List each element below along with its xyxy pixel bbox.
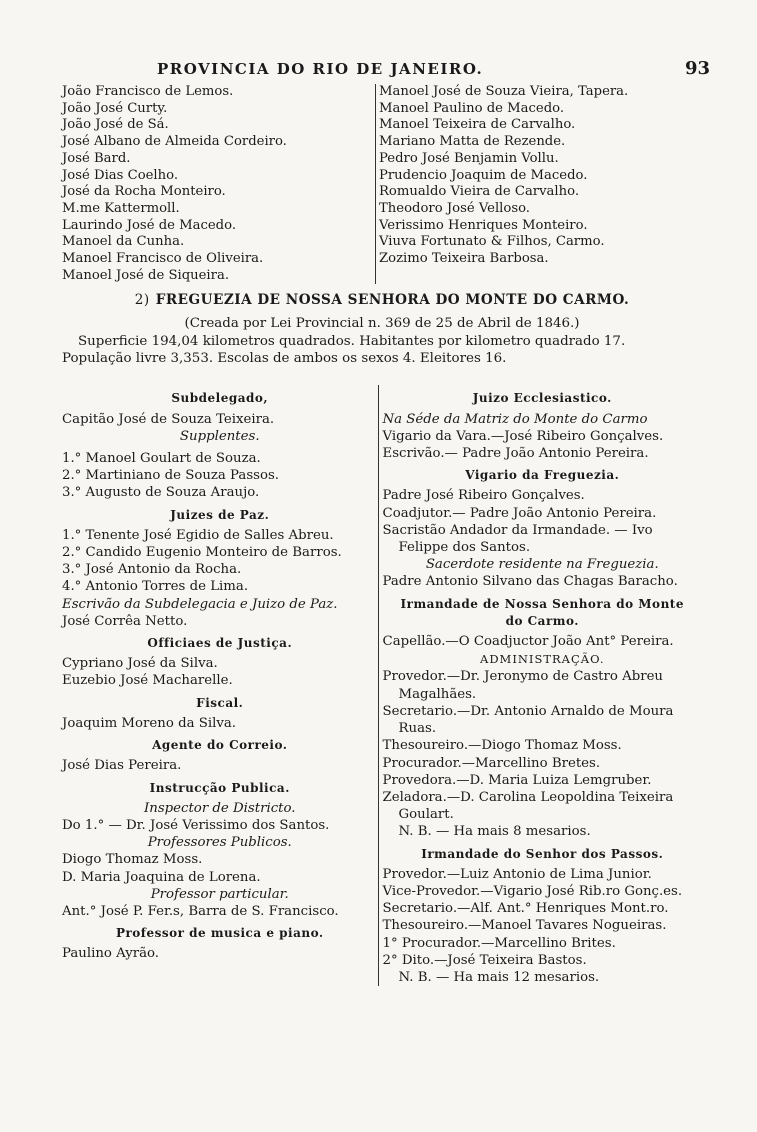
- escrivao-name: José Corrêa Netto.: [62, 613, 188, 629]
- two-column-body: [62, 385, 702, 986]
- list-item: 1.° Tenente José Egidio de Salles Abreu.: [62, 527, 334, 543]
- list-item: João José de Sá.: [62, 117, 169, 133]
- list-item: Thesoureiro.—Manoel Tavares Nogueiras.: [382, 918, 667, 934]
- administracao-heading: ADMINISTRAÇÃO.: [480, 652, 605, 667]
- list-item: 2.° Martiniano de Souza Passos.: [62, 468, 280, 484]
- list-item: D. Maria Joaquina de Lorena.: [62, 869, 261, 885]
- list-item: Provedor.—Dr. Jeronymo de Castro Abreu: [382, 669, 663, 685]
- creation-note: (Creada por Lei Provincial n. 369 de 25 de Abril de 1846.): [184, 316, 580, 332]
- page: [62, 58, 710, 986]
- list-item: Goulart.: [398, 807, 454, 823]
- section-title: FREGUEZIA DE NOSSA SENHORA DO MONTE DO CARMO.: [155, 292, 630, 309]
- list-item: Mariano Matta de Rezende.: [379, 134, 566, 150]
- list-item: 3.° José Antonio da Rocha.: [62, 562, 242, 578]
- musica-name: Paulino Ayrão.: [62, 946, 159, 962]
- list-item: Theodoro José Velloso.: [379, 200, 530, 216]
- list-item: Zozimo Teixeira Barbosa.: [379, 251, 549, 267]
- vigario-heading: Vigario da Freguezia.: [465, 468, 620, 483]
- coadjutor-line: Coadjutor.— Padre João Antonio Pereira.: [382, 505, 657, 521]
- nota-bene-1: N. B. — Ha mais 8 mesarios.: [398, 824, 591, 840]
- section-heading: [62, 292, 702, 308]
- list-item: José Bard.: [62, 150, 131, 166]
- list-item: Zeladora.—D. Carolina Leopoldina Teixeira: [382, 789, 674, 805]
- list-item: Magalhães.: [398, 686, 477, 702]
- fiscal-heading: Fiscal.: [196, 695, 244, 710]
- list-item: 4.° Antonio Torres de Lima.: [62, 579, 249, 595]
- list-item: 1.° Manoel Goulart de Souza.: [62, 451, 261, 467]
- section-number: 2): [134, 292, 150, 309]
- agente-name: José Dias Pereira.: [62, 758, 182, 774]
- list-item: Provedora.—D. Maria Luiza Lemgruber.: [382, 772, 652, 788]
- stats-line-1: Superficie 194,04 kilometros quadrados. Habitantes por kilometro quadrado 17.: [78, 334, 626, 350]
- list-item: Viuva Fortunato & Filhos, Carmo.: [379, 234, 605, 250]
- name-list-left: [62, 84, 375, 284]
- prof-particular-name: Ant.° José P. Fer.s, Barra de S. Francisco.: [62, 903, 339, 919]
- subdelegado-heading: Subdelegado,: [171, 391, 269, 406]
- irmandade-carmo-heading-line-1: Irmandade de Nossa Senhora do Monte: [400, 596, 684, 611]
- supplentes-heading: Supplentes.: [179, 428, 260, 444]
- page-number: 93: [684, 58, 710, 79]
- list-item: Secretario.—Alf. Ant.° Henriques Mont.ro.: [382, 901, 669, 917]
- list-item: Manoel Teixeira de Carvalho.: [379, 117, 576, 133]
- list-item: 2° Dito.—José Teixeira Bastos.: [382, 952, 587, 968]
- left-column: [62, 385, 378, 986]
- page-title: PROVINCIA DO RIO DE JANEIRO.: [157, 60, 484, 78]
- list-item: Na Séde da Matriz do Monte do Carmo: [382, 411, 648, 427]
- list-item: Pedro José Benjamin Vollu.: [379, 150, 559, 166]
- inspector-heading: Inspector de Districto.: [144, 800, 296, 816]
- list-item: Manoel Paulino de Macedo.: [379, 100, 565, 116]
- fiscal-name: Joaquim Moreno da Silva.: [62, 715, 237, 731]
- irmandade-passos-heading: Irmandade do Senhor dos Passos.: [421, 846, 664, 861]
- list-item: 3.° Augusto de Souza Araujo.: [62, 485, 260, 501]
- list-item: José Dias Coelho.: [62, 167, 179, 183]
- officiaes-heading: Officiaes de Justiça.: [147, 636, 293, 651]
- list-item: Vice-Provedor.—Vigario José Rib.ro Gonç.es.: [382, 883, 683, 899]
- list-item: Escrivão.— Padre João Antonio Pereira.: [382, 446, 649, 462]
- list-item: M.me Kattermoll.: [62, 200, 180, 216]
- instruccao-heading: Instrucção Publica.: [149, 780, 290, 795]
- list-item: Verissimo Henriques Monteiro.: [379, 217, 588, 233]
- juizes-heading: Juizes de Paz.: [170, 507, 270, 522]
- list-item: Manoel José de Siqueira.: [62, 267, 230, 283]
- list-item: Manoel Francisco de Oliveira.: [62, 251, 264, 267]
- nota-bene-2: N. B. — Ha mais 12 mesarios.: [398, 969, 600, 985]
- list-item: José da Rocha Monteiro.: [62, 184, 226, 200]
- list-item: Diogo Thomaz Moss.: [62, 852, 203, 868]
- list-item: Procurador.—Marcellino Bretes.: [382, 755, 601, 771]
- sacristao-line-1: Sacristão Andador da Irmandade. — Ivo: [382, 522, 653, 538]
- agente-heading: Agente do Correio.: [152, 738, 288, 753]
- name-list-right: [375, 84, 679, 284]
- sacerdote-name: Padre Antonio Silvano das Chagas Baracho.: [382, 574, 678, 590]
- right-column: [378, 385, 702, 986]
- list-item: Ruas.: [398, 721, 437, 737]
- list-item: Euzebio José Macharelle.: [62, 673, 233, 689]
- prof-particular-heading: Professor particular.: [150, 886, 289, 902]
- musica-heading: Professor de musica e piano.: [115, 926, 324, 941]
- list-item: Romualdo Vieira de Carvalho.: [379, 184, 580, 200]
- list-item: Secretario.—Dr. Antonio Arnaldo de Moura: [382, 703, 674, 719]
- list-item: 2.° Candido Eugenio Monteiro de Barros.: [62, 545, 342, 561]
- escrivao-heading: Escrivão da Subdelegacia e Juizo de Paz.: [62, 596, 338, 612]
- list-item: Prudencio Joaquim de Macedo.: [379, 167, 588, 183]
- inspector-name: Do 1.° — Dr. José Verissimo dos Santos.: [62, 817, 330, 833]
- list-item: Provedor.—Luiz Antonio de Lima Junior.: [382, 866, 652, 882]
- list-item: Manoel José de Souza Vieira, Tapera.: [379, 84, 629, 99]
- list-item: Manoel da Cunha.: [62, 234, 185, 250]
- list-item: José Albano de Almeida Cordeiro.: [62, 134, 287, 150]
- list-item: Vigario da Vara.—José Ribeiro Gonçalves.: [382, 428, 664, 444]
- irmandade-carmo-heading: [383, 596, 702, 630]
- list-item: Cypriano José da Silva.: [62, 656, 218, 672]
- sacristao-line-2: Felippe dos Santos.: [398, 540, 531, 556]
- vigario-name: Padre José Ribeiro Gonçalves.: [382, 488, 585, 504]
- list-item: João José Curty.: [62, 100, 168, 116]
- list-item: Laurindo José de Macedo.: [62, 217, 237, 233]
- running-header: [62, 58, 710, 82]
- irmandade-carmo-heading-line-2: do Carmo.: [505, 613, 579, 628]
- list-item: 1° Procurador.—Marcellino Brites.: [382, 935, 616, 951]
- list-item: Thesoureiro.—Diogo Thomaz Moss.: [382, 738, 622, 754]
- subdelegado-name: Capitão José de Souza Teixeira.: [62, 411, 275, 427]
- sacerdote-heading: Sacerdote residente na Freguezia.: [425, 557, 659, 573]
- capellao-line: Capellão.—O Coadjuctor João Ant° Pereira.: [382, 634, 674, 650]
- stats-line-2: População livre 3,353. Escolas de ambos os sexos 4. Eleitores 16.: [62, 351, 507, 367]
- juizo-heading: Juizo Ecclesiastico.: [472, 391, 612, 406]
- parish-statistics: [62, 333, 702, 367]
- professores-heading: Professores Publicos.: [147, 835, 292, 851]
- list-item: João Francisco de Lemos.: [62, 84, 234, 99]
- name-list-continued: [62, 84, 702, 284]
